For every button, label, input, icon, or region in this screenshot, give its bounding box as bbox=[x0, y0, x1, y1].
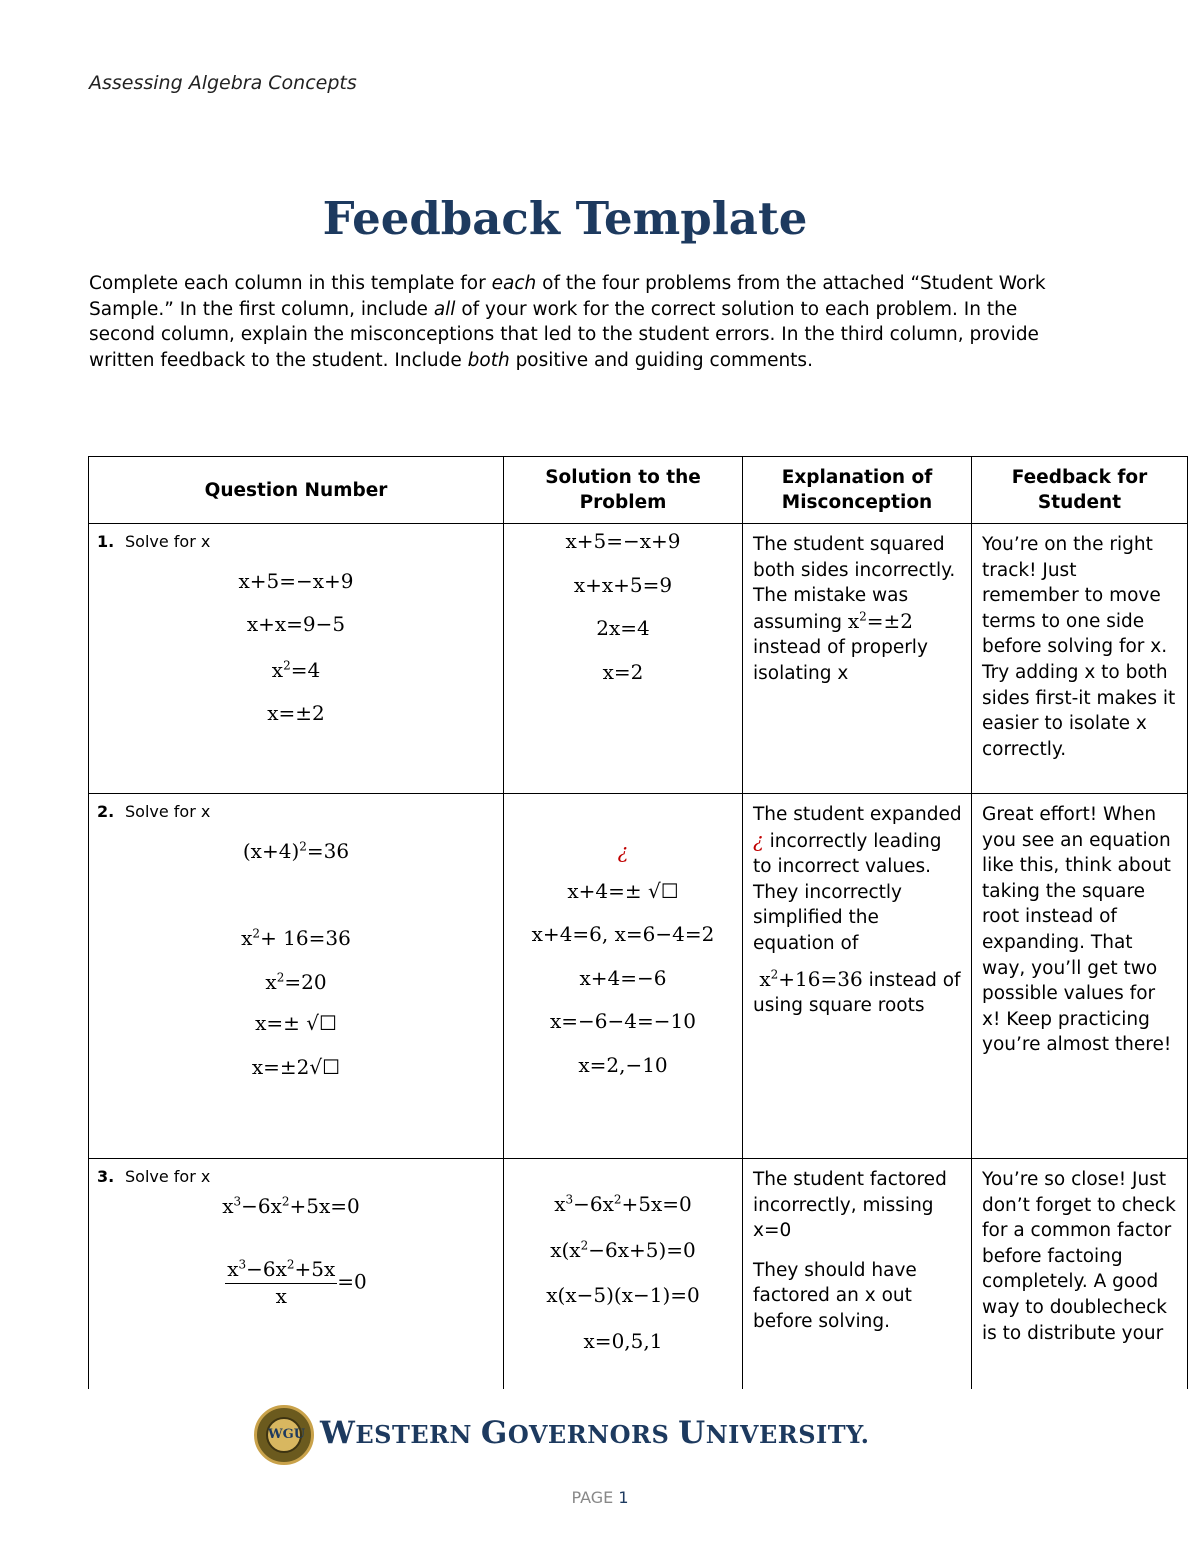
wordmark-part: W bbox=[320, 1415, 356, 1451]
explanation-text: incorrectly leading to incorrect values. They incorrectly simplified the equation of bbox=[753, 830, 942, 954]
solution-step: x+x+5=9 bbox=[573, 572, 673, 597]
solution-cell bbox=[504, 794, 743, 1159]
intro-text: positive and guiding comments. bbox=[509, 349, 813, 371]
question-text: Solve for x bbox=[125, 532, 211, 551]
wordmark-part: OVERNORS bbox=[507, 1420, 679, 1449]
col-header-feedback: Feedback for Student bbox=[972, 457, 1188, 524]
student-step: x+x=9−5 bbox=[246, 612, 346, 637]
solution-step: x=0,5,1 bbox=[583, 1328, 663, 1353]
feedback-cell: You’re on the right track! Just remember to move terms to one side before solving for x. Try adding x to both sides first-it makes it easier to isolate x correctly. bbox=[972, 524, 1188, 794]
page-label: PAGE bbox=[571, 1488, 614, 1507]
student-step: x=±2 bbox=[267, 701, 325, 726]
university-seal-icon bbox=[254, 1405, 314, 1465]
solution-step: x+5=−x+9 bbox=[565, 529, 681, 553]
explanation-text: The student squared both sides incorrectly. The mistake was assuming bbox=[753, 534, 956, 633]
instructions-paragraph bbox=[89, 271, 1089, 373]
page-title: Feedback Template bbox=[322, 192, 808, 245]
fraction-result: =0 bbox=[337, 1269, 367, 1294]
question-text: Solve for x bbox=[125, 802, 211, 821]
solution-step: ¿ bbox=[617, 839, 629, 863]
question-number: 2. bbox=[97, 802, 115, 821]
question-number: 3. bbox=[97, 1167, 115, 1186]
question-text: Solve for x bbox=[125, 1167, 211, 1186]
explanation-text: The student factored incorrectly, missing x=0 bbox=[753, 1169, 947, 1242]
col-header-explanation: Explanation of Misconception bbox=[743, 457, 972, 524]
student-step: $(x+4)^2=36$ bbox=[242, 838, 350, 863]
wordmark-part: U bbox=[678, 1415, 706, 1451]
solution-step: x=2 bbox=[602, 659, 644, 684]
table-header-row bbox=[89, 457, 1188, 524]
table-row bbox=[89, 1159, 1188, 1389]
fraction bbox=[225, 1257, 337, 1309]
solution-cell bbox=[504, 1159, 743, 1389]
page-number-value: 1 bbox=[618, 1488, 629, 1507]
student-step: $x^3-6x^2+5x=0$ bbox=[222, 1193, 360, 1218]
wordmark-part: G bbox=[480, 1415, 508, 1451]
student-step: $x^2=20$ bbox=[265, 969, 327, 994]
explanation-text: instead of using square roots bbox=[753, 969, 961, 1017]
fraction-numerator: $x^3-6x^2+5x$ bbox=[225, 1257, 337, 1284]
table-row bbox=[89, 794, 1188, 1159]
student-step: $x^2=4$ bbox=[271, 657, 321, 682]
fraction-denominator: x bbox=[275, 1283, 287, 1308]
explanation-math: $x^2=\pm 2$ bbox=[847, 608, 914, 633]
col-header-solution: Solution to the Problem bbox=[504, 457, 743, 524]
student-step bbox=[97, 1257, 495, 1309]
explanation-line bbox=[753, 967, 962, 1019]
feedback-cell: You’re so close! Just don’t forget to check for a common factor before factoing completely. A good way to doublecheck is to distribute your bbox=[972, 1159, 1188, 1389]
intro-emphasis: all bbox=[433, 298, 456, 320]
student-step: x+5=−x+9 bbox=[238, 568, 354, 593]
solution-step: x=2,−10 bbox=[578, 1052, 668, 1077]
table-row bbox=[89, 524, 1188, 794]
wordmark-part: ESTERN bbox=[355, 1420, 481, 1449]
solution-cell bbox=[504, 524, 743, 794]
student-step: x=± √☐ bbox=[255, 1011, 337, 1036]
explanation-text: They should have factored an x out before solving. bbox=[753, 1259, 917, 1332]
question-cell bbox=[89, 1159, 504, 1389]
explanation-text: The student expanded bbox=[753, 804, 962, 825]
question-cell bbox=[89, 794, 504, 1159]
explanation-cell bbox=[743, 794, 972, 1159]
feedback-cell: Great effort! When you see an equation like this, think about taking the square root instead of expanding. That way, you’ll get two possible values for x! Keep practicing you’re almost there! bbox=[972, 794, 1188, 1159]
solution-step: x+4=−6 bbox=[579, 965, 667, 990]
solution-step: $x^3-6x^2+5x=0$ bbox=[554, 1192, 692, 1216]
student-step: x=±2√☐ bbox=[251, 1054, 341, 1079]
solution-step: x+4=± √☐ bbox=[567, 878, 679, 903]
solution-step: 2x=4 bbox=[596, 616, 650, 641]
solution-step: x=−6−4=−10 bbox=[550, 1009, 696, 1034]
solution-step: x+4=6, x=6−4=2 bbox=[531, 922, 715, 947]
running-header: Assessing Algebra Concepts bbox=[89, 72, 357, 94]
explanation-math: $x^2+16=36$ bbox=[753, 966, 863, 991]
wordmark-part: NIVERSITY. bbox=[705, 1420, 870, 1449]
university-wordmark bbox=[320, 1415, 870, 1451]
university-logo bbox=[254, 1405, 914, 1467]
question-prompt bbox=[97, 799, 495, 825]
intro-text: of the four problems from the attached “Student Work Sample.” In the first column, include bbox=[89, 273, 1046, 320]
student-step: $x^2+ 16=36$ bbox=[241, 926, 351, 951]
intro-emphasis: each bbox=[491, 273, 537, 294]
question-cell bbox=[89, 524, 504, 794]
question-number: 1. bbox=[97, 532, 115, 551]
page-number bbox=[0, 1488, 1200, 1507]
question-prompt bbox=[97, 1164, 495, 1190]
explanation-text: instead of properly isolating x bbox=[753, 637, 928, 684]
intro-text: Complete each column in this template for bbox=[89, 273, 492, 294]
question-prompt bbox=[97, 529, 495, 555]
explanation-cell bbox=[743, 524, 972, 794]
solution-step: x(x−5)(x−1)=0 bbox=[546, 1283, 700, 1308]
explanation-glyph: ¿ bbox=[753, 827, 764, 852]
intro-text: of your work for the correct solution to each problem. In the second column, explain the misconceptions that led to the student errors. In the third column, provide written feedback to the student. Include bbox=[89, 298, 1039, 371]
col-header-question: Question Number bbox=[89, 457, 504, 524]
feedback-table bbox=[88, 456, 1188, 1389]
seal-text: WGU bbox=[266, 1417, 302, 1453]
explanation-cell bbox=[743, 1159, 972, 1389]
solution-step: $x(x^2-6x+5)=0$ bbox=[550, 1237, 696, 1262]
intro-emphasis: both bbox=[467, 349, 510, 371]
